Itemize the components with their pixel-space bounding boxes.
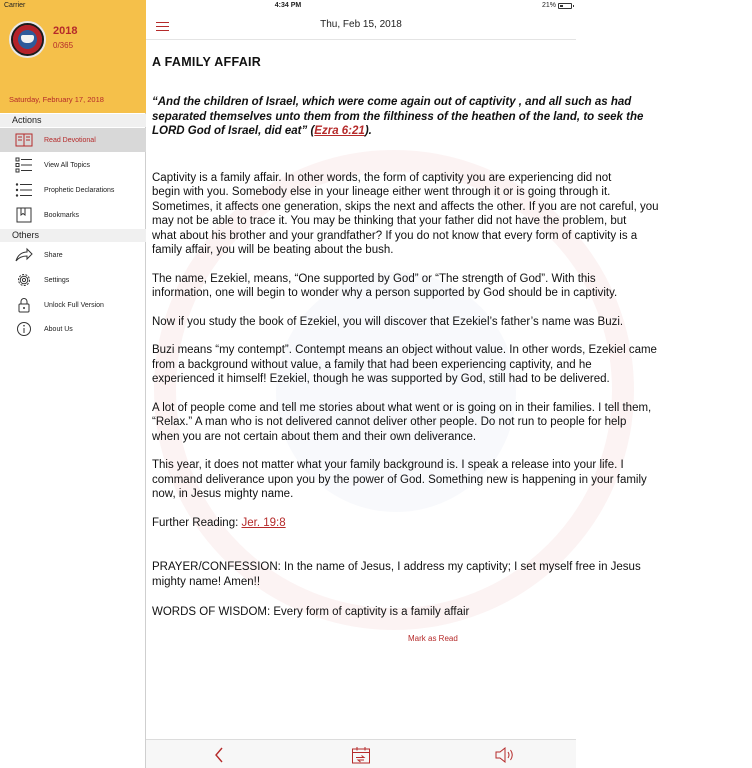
paragraph-2 (152, 272, 752, 301)
paragraph-5 (152, 401, 752, 445)
sidebar-date: Saturday, February 17, 2018 (9, 95, 104, 104)
sidebar-item-label: Share (44, 251, 63, 259)
text-line: A lot of people come and tell me stories about what went or is going on in their families. I tell them, (152, 401, 652, 414)
sidebar-item-share[interactable] (0, 243, 146, 267)
book-icon (14, 131, 34, 149)
sidebar-item-bookmarks[interactable] (0, 203, 146, 227)
text-line: Captivity is a family affair. In other words, the form of captivity you are experiencing did not (152, 171, 612, 184)
battery-status (542, 2, 572, 9)
text-line: This year, it does not matter what your family background is. I speak a release into your life. I (152, 459, 624, 471)
speaker-icon[interactable] (494, 744, 516, 766)
battery-icon (558, 3, 572, 9)
text-line: from a background without value, a family that had been experiencing captivity, and he (152, 358, 592, 371)
sidebar-item-label: Read Devotional (44, 136, 96, 144)
devotional-content (152, 55, 752, 620)
sidebar-item-about-us[interactable] (0, 317, 146, 341)
battery-fill (560, 5, 563, 7)
section-title-actions: Actions (0, 114, 146, 127)
verse-reference-link[interactable]: Ezra 6:21 (314, 125, 365, 137)
status-time: 4:34 PM (274, 2, 302, 9)
text-line: experienced it himself! Ezekiel, though he was supported by God, still had to be delivered. (152, 373, 610, 385)
sidebar-item-prophetic-declarations[interactable] (0, 178, 146, 202)
further-reading-link[interactable]: Jer. 19:8 (241, 516, 286, 529)
top-bar (146, 12, 576, 40)
further-reading-label: Further Reading: (152, 516, 242, 529)
list-icon (14, 156, 34, 174)
text-line: now, in Jesus mighty name. (152, 488, 294, 500)
text-line: Now if you study the book of Ezekiel, you will discover that Ezekiel’s father’s name was Buzi. (152, 315, 624, 328)
verse-close: ). (364, 125, 372, 137)
mark-as-read-button[interactable]: Mark as Read (408, 634, 458, 643)
text-line: what about his brother and your grandfather? If you do not know that every form of captivity is a (152, 229, 638, 242)
text-line: PRAYER/CONFESSION: In the name of Jesus, I address my captivity; I set myself free in Jesus (152, 561, 641, 573)
devotional-title: A FAMILY AFFAIR (152, 55, 262, 69)
sidebar-item-unlock-full-version[interactable] (0, 293, 146, 317)
gear-icon (14, 271, 34, 289)
text-line: “Relax.” A man who is not delivered cannot deliver other people. Do not run to people for help (152, 416, 627, 428)
sidebar-item-label: Settings (44, 276, 70, 284)
bookmark-icon (14, 206, 34, 224)
bible-verse (152, 95, 752, 139)
sidebar-item-settings[interactable] (0, 268, 146, 292)
text-line: family affair, you will be beating about the bush. (152, 244, 394, 256)
lock-icon (14, 296, 34, 314)
sidebar-item-label: Prophetic Declarations (44, 186, 115, 194)
sidebar-item-label: Bookmarks (44, 211, 80, 219)
sidebar-item-label: About Us (44, 325, 73, 333)
bottom-toolbar (146, 739, 576, 768)
verse-line: separated themselves unto them from the filthiness of the heathen of the land, to seek the (152, 110, 644, 123)
text-line: may not be able to trace it. You may be thinking that your father did not have the problem, but (152, 215, 627, 227)
year-label: 2018 (53, 25, 78, 37)
text-line: Sometimes, it affects one generation, skips the next and affects the other. If you are not careful, you (152, 200, 659, 213)
sidebar-header (0, 0, 146, 113)
main-panel (146, 0, 659, 768)
bullet-list-icon (14, 181, 34, 199)
words-of-wisdom: WORDS OF WISDOM: Every form of captivity is a family affair (152, 606, 470, 618)
paragraph-3 (152, 315, 752, 330)
carrier-label: Carrier (4, 2, 26, 9)
info-icon (14, 320, 34, 338)
section-title-others: Others (0, 229, 146, 242)
sidebar-item-label: View All Topics (44, 161, 91, 169)
sidebar-item-label: Unlock Full Version (44, 301, 104, 309)
text-line: mighty name! Amen!! (152, 575, 261, 588)
text-line: command deliverance upon you by the power of God. Something new is happening in your family (152, 473, 647, 486)
sidebar-item-read-devotional[interactable] (0, 128, 146, 152)
sidebar-item-view-all-topics[interactable] (0, 153, 146, 177)
devotional-date: Thu, Feb 15, 2018 (320, 19, 402, 30)
text-line: information, one will begin to wonder why a person supported by God should be in captivity. (152, 287, 618, 299)
battery-percent: 21% (541, 2, 556, 9)
app-logo (9, 21, 46, 58)
verse-line: “And the children of Israel, which were come again out of captivity , and all such as had (152, 96, 632, 108)
verse-line (152, 124, 752, 139)
verse-text: LORD God of Israel, did eat” ( (152, 125, 315, 137)
text-line: Buzi means “my contempt”. Contempt means an object without value. In other words, Ezekiel came (152, 344, 657, 356)
back-chevron-icon[interactable] (208, 744, 230, 766)
sidebar (0, 0, 146, 768)
status-bar (0, 0, 576, 12)
text-line: when you are not certain about them and their own deliverance. (152, 430, 477, 443)
paragraph-1 (152, 171, 752, 258)
reading-progress: 0/365 (53, 41, 74, 50)
paragraph-6 (152, 458, 752, 502)
paragraph-4 (152, 343, 752, 387)
prayer-confession (152, 560, 752, 589)
text-line: begin with you. Somebody else in your lineage either went through it or is going through it. (152, 186, 611, 198)
text-line: The name, Ezekiel, means, “One supported by God” or “The strength of God”. With this (152, 272, 596, 285)
calendar-icon[interactable] (350, 744, 372, 766)
share-icon (14, 246, 34, 264)
further-reading (152, 516, 752, 531)
